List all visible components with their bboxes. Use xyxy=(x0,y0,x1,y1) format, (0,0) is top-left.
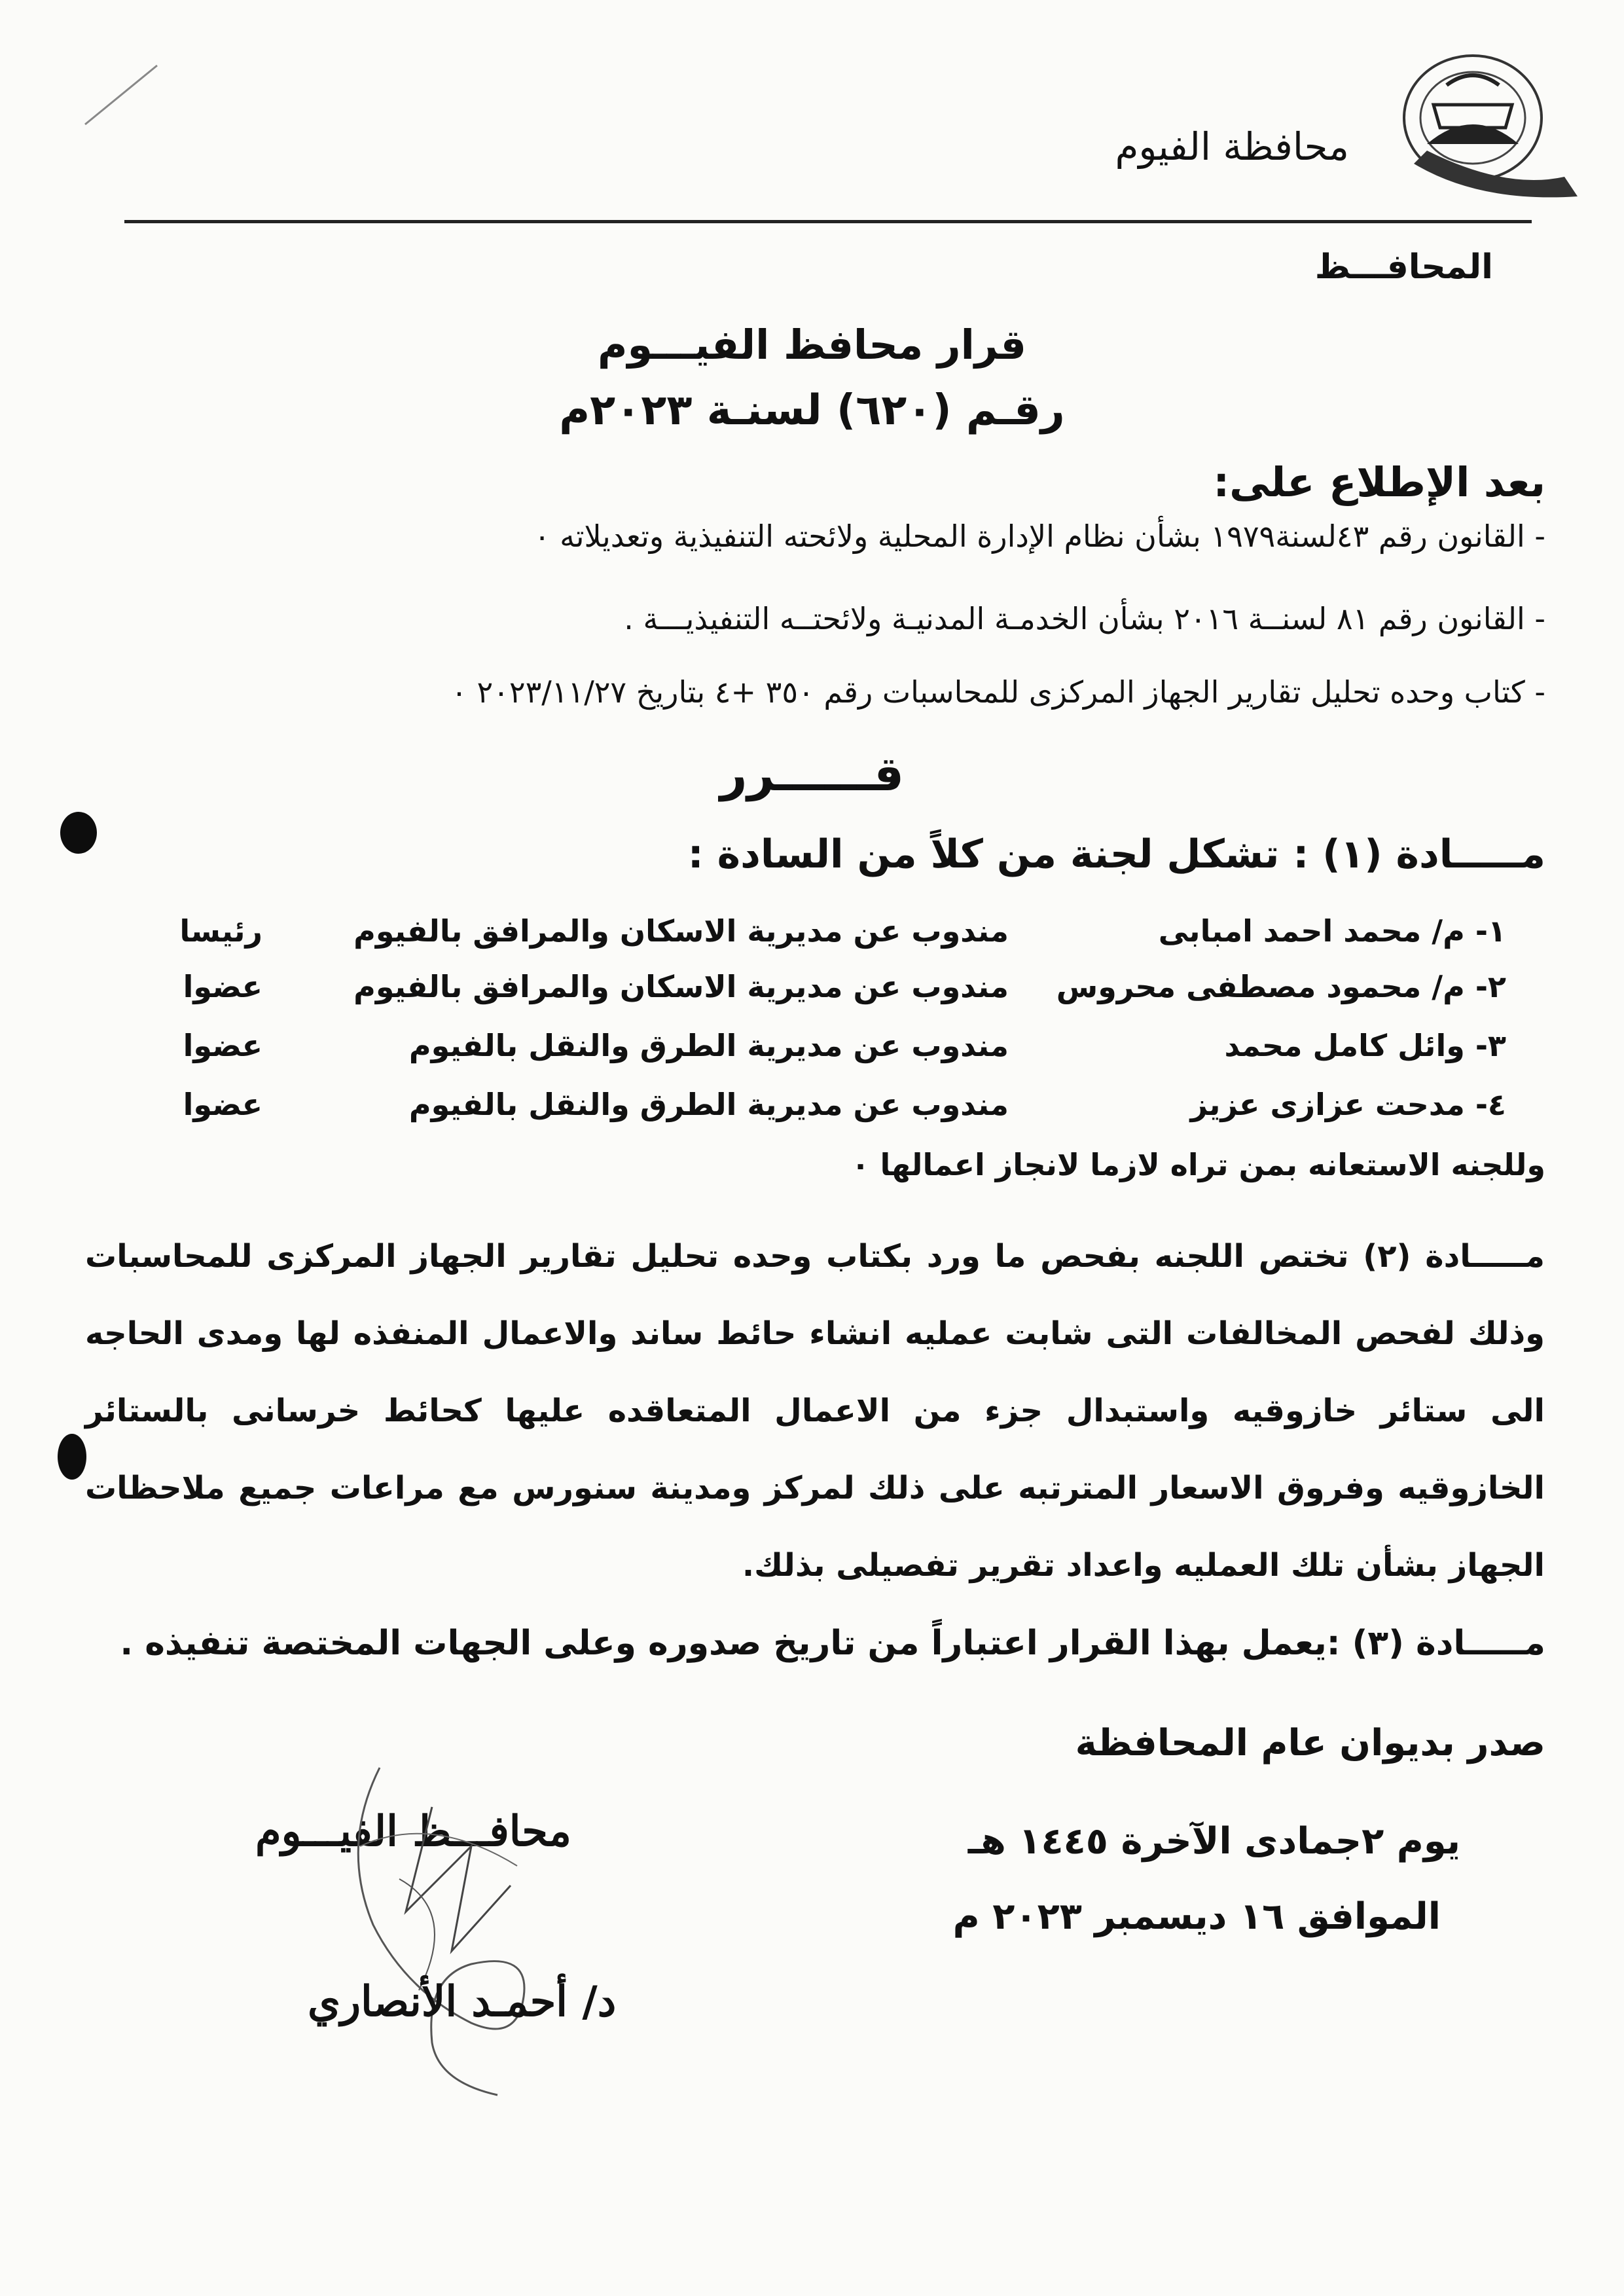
governorate-name: محافظة الفيوم xyxy=(1115,124,1349,169)
punch-hole-top xyxy=(60,812,97,854)
committee-member-row xyxy=(0,913,1624,959)
handwritten-signature xyxy=(301,1715,576,2108)
article3-text: مـــــادة (٣) :يعمل بهذا القرار اعتباراً من تاريخ صدوره وعلى الجهات المختصة تنفيذه . xyxy=(120,1624,1545,1663)
member-representing: مندوب عن مديرية الاسكان والمرافق بالفيوم xyxy=(353,969,1009,1004)
gregorian-date: الموافق ١٦ ديسمبر ٢٠٢٣ م xyxy=(952,1895,1441,1938)
member-representing: مندوب عن مديرية الطرق والنقل بالفيوم xyxy=(408,1028,1009,1063)
member-role: عضوا xyxy=(183,969,262,1004)
hijri-date: يوم ٢جمادى الآخرة ١٤٤٥ هـ xyxy=(967,1820,1460,1863)
member-role: رئيسا xyxy=(179,913,262,949)
preamble-item: - كتاب وحده تحليل تقارير الجهاز المركزى للمحاسبات رقم ٣٥٠ +٤ بتاريخ ٢٠٢٣/١١/٢٧ ٠ xyxy=(451,674,1545,710)
issuance-heading: صدر بديوان عام المحافظة xyxy=(1075,1722,1545,1764)
member-representing: مندوب عن مديرية الطرق والنقل بالفيوم xyxy=(408,1087,1009,1122)
signatory-name: د/ أحمـد الأنصاري xyxy=(308,1977,617,2026)
committee-member-row xyxy=(0,1028,1624,1074)
member-name: ٣- وائل كامل محمد xyxy=(1224,1028,1506,1063)
scan-mark xyxy=(79,59,164,131)
member-name: ٢- م/ محمود مصطفى محروس xyxy=(1056,969,1506,1004)
article2-text: مـــــادة (٢) تختص اللجنه بفحص ما ورد بكتاب وحده تحليل تقارير الجهاز المركزى للمحاسبات وذلك لفحص المخالفات التى شابت عمليه انشاء حائط ساند والاعمال المنفذه لها ومدى الحاجه الى ستائر خازوقيه واستبدال جزء من الاعمال المتعاقده عليها كحائط خرسانى بالستائر الخازوقيه وفروق الاسعار المترتبه على ذلك لمركز ومدينة سنورس مع مراعات جميع ملاحظات الجهاز بشأن تلك العمليه واعداد تقرير تفصيلى بذلك. xyxy=(85,1238,1545,1584)
article1-heading: مـــــادة (١) : تشكل لجنة من كلاً من السادة : xyxy=(687,831,1545,877)
governorate-seal-icon xyxy=(1388,46,1584,216)
member-role: عضوا xyxy=(183,1028,262,1063)
committee-member-row xyxy=(0,1087,1624,1133)
committee-member-row xyxy=(0,969,1624,1015)
punch-hole-bottom xyxy=(58,1434,86,1480)
preamble-heading: بعد الإطلاع على: xyxy=(1213,458,1545,506)
decided-heading: قــــــرر xyxy=(719,746,905,801)
decree-number: رقـم (٦٢٠) لسنـة ٢٠٢٣م xyxy=(559,386,1065,435)
preamble-item: - القانون رقم ٨١ لسنــة ٢٠١٦ بشأن الخدمـة المدنيـة ولائحتــه التنفيذيـــة . xyxy=(624,601,1545,636)
member-representing: مندوب عن مديرية الاسكان والمرافق بالفيوم xyxy=(353,913,1009,949)
office-label: المحافـــظ xyxy=(1314,247,1493,287)
member-role: عضوا xyxy=(183,1087,262,1122)
member-name: ١- م/ محمد احمد امبابى xyxy=(1158,913,1506,949)
preamble-item: - القانون رقم ٤٣لسنة١٩٧٩ بشأن نظام الإدارة المحلية ولائحته التنفيذية وتعديلاته ٠ xyxy=(533,519,1545,554)
decree-title: قرار محافظ الفيـــوم xyxy=(598,321,1026,369)
member-name: ٤- مدحت عزازى عزيز xyxy=(1190,1087,1506,1122)
header-divider xyxy=(124,220,1532,223)
committee-note: وللجنه الاستعانه بمن تراه لازما لانجاز اعمالها ٠ xyxy=(851,1147,1545,1182)
signatory-title: محافـــظ الفيـــوم xyxy=(255,1807,571,1856)
